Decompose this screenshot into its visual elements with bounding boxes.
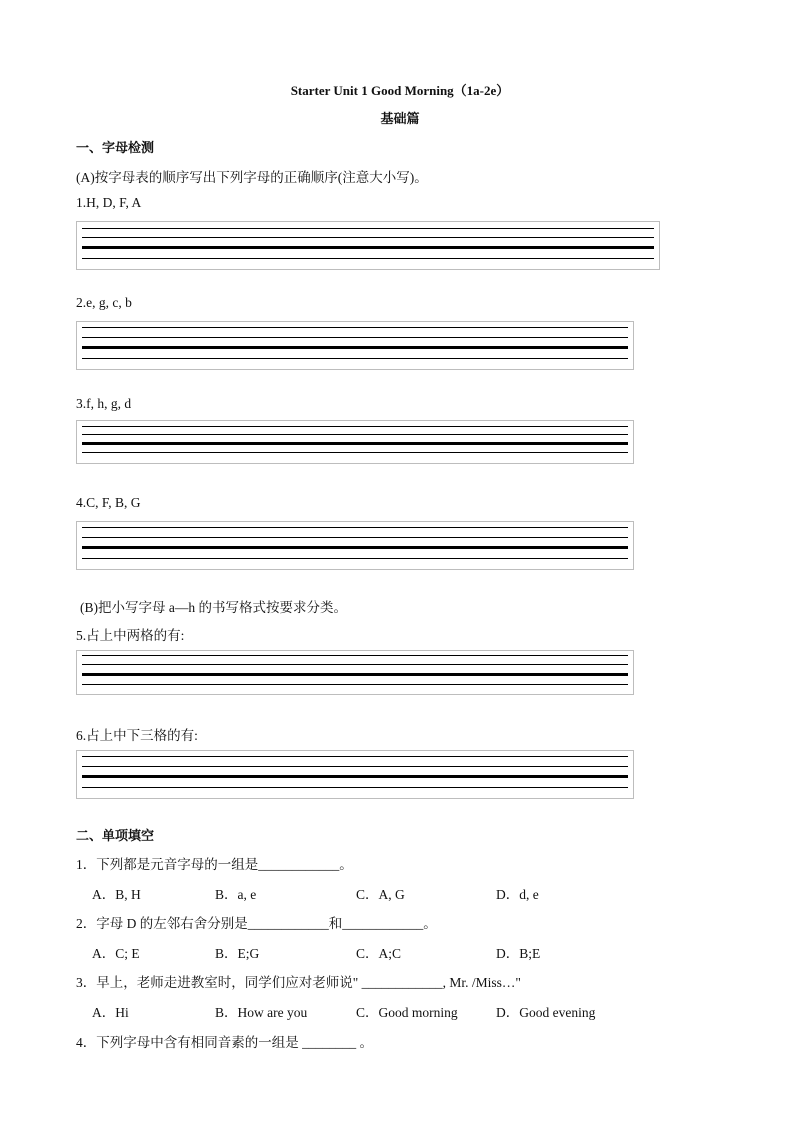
choice-q3-option-c[interactable]: C．Good morning [356, 1005, 458, 1020]
section-heading-letters: 一、字母检测 [76, 141, 155, 156]
worksheet-subtitle: 基础篇 [380, 111, 420, 126]
section-heading-choice: 二、单项填空 [76, 829, 155, 844]
writing-lines-q1[interactable] [76, 221, 660, 270]
question-1-label: 1.H, D, F, A [76, 195, 142, 210]
writing-lines-q2[interactable] [76, 321, 634, 370]
instruction-b: (B)把小写字母 a—h 的书写格式按要求分类。 [80, 600, 347, 615]
question-3-label: 3.f, h, g, d [76, 396, 132, 411]
choice-q3-option-a[interactable]: A．Hi [92, 1005, 129, 1020]
choice-q2-option-d[interactable]: D．B;E [496, 946, 541, 961]
question-4-label: 4.C, F, B, G [76, 495, 141, 510]
choice-question-3: 3．早上，老师走进教室时，同学们应对老师说" ____________, Mr. /Miss…" [76, 975, 521, 990]
instruction-a: (A)按字母表的顺序写出下列字母的正确顺序(注意大小写)。 [76, 170, 428, 185]
writing-lines-q5[interactable] [76, 650, 634, 695]
question-6-label: 6.占上中下三格的有: [76, 728, 198, 743]
worksheet-title: Starter Unit 1 Good Morning（1a-2e） [290, 83, 510, 98]
choice-q1-option-c[interactable]: C．A, G [356, 887, 405, 902]
question-2-label: 2.e, g, c, b [76, 295, 132, 310]
choice-q2-option-a[interactable]: A．C; E [92, 946, 140, 961]
choice-q3-option-b[interactable]: B．How are you [215, 1005, 308, 1020]
choice-question-2: 2．字母 D 的左邻右舍分别是____________和____________。 [76, 916, 437, 931]
choice-question-4: 4．下列字母中含有相同音素的一组是 ________ 。 [76, 1035, 373, 1050]
choice-q1-option-a[interactable]: A．B, H [92, 887, 141, 902]
choice-q3-option-d[interactable]: D．Good evening [496, 1005, 596, 1020]
writing-lines-q4[interactable] [76, 521, 634, 570]
question-5-label: 5.占上中两格的有: [76, 628, 185, 643]
writing-lines-q3[interactable] [76, 420, 634, 464]
choice-q1-option-d[interactable]: D．d, e [496, 887, 539, 902]
choice-q2-option-b[interactable]: B．E;G [215, 946, 260, 961]
choice-q1-option-b[interactable]: B．a, e [215, 887, 257, 902]
writing-lines-q6[interactable] [76, 750, 634, 799]
choice-question-1: 1．下列都是元音字母的一组是____________。 [76, 857, 353, 872]
choice-q2-option-c[interactable]: C．A;C [356, 946, 402, 961]
